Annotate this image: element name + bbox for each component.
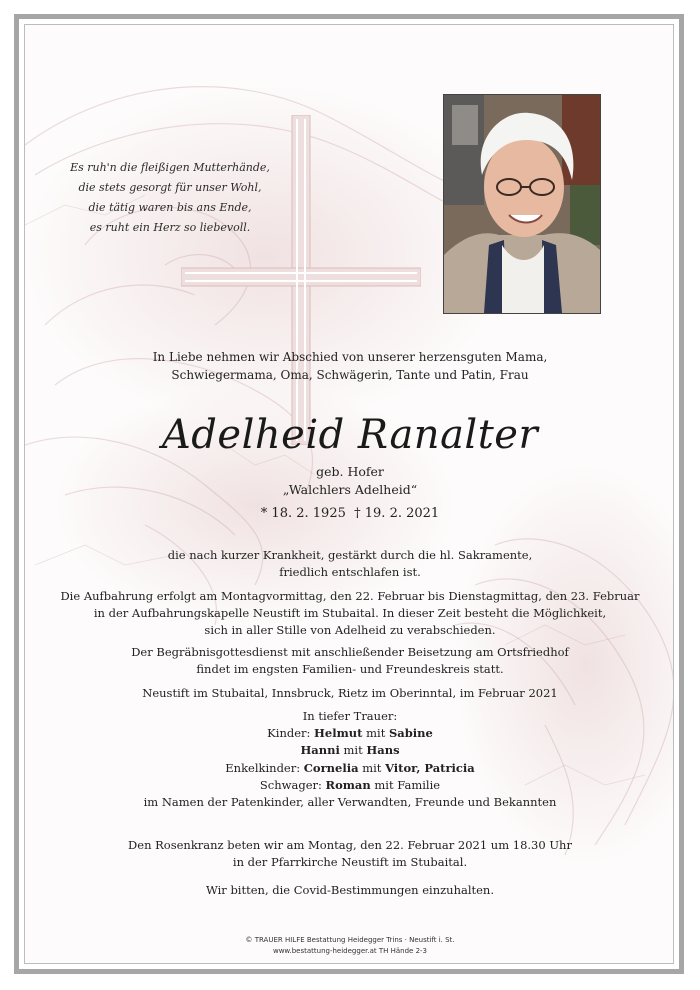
mourners-heading: In tiefer Trauer: — [302, 709, 398, 723]
spouse-name: Hans — [366, 743, 400, 758]
body-line: Die Aufbahrung erfolgt am Montagvormittag, den 22. Februar bis Dienstagmittag, den 23. Februar — [60, 589, 640, 603]
footer-line: www.bestattung-heidegger.at TH Hände 2-3 — [272, 947, 428, 955]
portrait-photo — [443, 94, 601, 314]
brother-in-law-label: Schwager: — [259, 777, 322, 792]
spouse-name: Sabine — [388, 726, 433, 741]
child-name: Hanni — [300, 743, 340, 758]
death-date: 19. 2. 2021 — [364, 506, 440, 521]
rosary-line: Den Rosenkranz beten wir am Montag, den 22. Februar 2021 um 18.30 Uhr — [128, 838, 572, 852]
poem-line: es ruht ein Herz so liebevoll. — [89, 221, 251, 234]
deceased-name: Adelheid Ranalter — [161, 412, 539, 458]
intro-text — [24, 348, 676, 384]
body-line: sich in aller Stille von Adelheid zu verabschieden. — [204, 623, 496, 637]
birth-date: * 18. 2. 1925 — [260, 506, 346, 521]
nickname: „Walchlers Adelheid“ — [282, 482, 418, 497]
cross-icon: † — [354, 506, 361, 521]
grandchildren-label: Enkelkinder: — [225, 760, 301, 775]
body-line: die nach kurzer Krankheit, gestärkt durch die hl. Sakramente, — [167, 548, 533, 562]
poem — [70, 158, 270, 238]
children-row — [24, 725, 676, 742]
intro-line: In Liebe nehmen wir Abschied von unserer herzensguten Mama, — [152, 350, 548, 364]
connector: mit — [362, 760, 382, 775]
intro-line: Schwiegermama, Oma, Schwägerin, Tante und Patin, Frau — [171, 368, 529, 382]
poem-line: Es ruh'n die fleißigen Mutterhände, — [70, 161, 270, 174]
child-name: Helmut — [314, 726, 363, 741]
footer — [24, 935, 676, 957]
viewing-text — [24, 588, 676, 639]
passing-text — [24, 547, 676, 581]
body-line: findet im engsten Familien- und Freundeskreis statt. — [196, 662, 504, 676]
brother-in-law-row — [24, 777, 676, 794]
connector: mit — [366, 726, 386, 741]
covid-notice: Wir bitten, die Covid-Bestimmungen einzuhalten. — [206, 883, 494, 897]
poem-line: die tätig waren bis ans Ende, — [88, 201, 252, 214]
maiden-name: geb. Hofer — [316, 464, 384, 479]
rosary-line: in der Pfarrkirche Neustift im Stubaital. — [232, 855, 468, 869]
body-line: in der Aufbahrungskapelle Neustift im Stubaital. In dieser Zeit besteht die Möglichkeit, — [93, 606, 607, 620]
children-label: Kinder: — [267, 726, 311, 741]
body-line: Der Begräbnisgottesdienst mit anschließender Beisetzung am Ortsfriedhof — [131, 645, 569, 659]
rosary-text — [24, 837, 676, 871]
body-line: friedlich entschlafen ist. — [279, 565, 421, 579]
mourners-list — [24, 708, 676, 811]
grandchild-name: Vitor, Patricia — [385, 760, 475, 775]
funeral-text — [24, 644, 676, 678]
connector: mit — [343, 743, 363, 758]
poem-line: die stets gesorgt für unser Wohl, — [78, 181, 262, 194]
children-row — [24, 742, 676, 759]
portrait-illustration — [444, 95, 600, 313]
connector: mit Familie — [374, 777, 441, 792]
brother-in-law-name: Roman — [325, 777, 371, 792]
life-dates — [24, 504, 676, 524]
others-row: im Namen der Patenkinder, aller Verwandten, Freunde und Bekannten — [143, 795, 557, 810]
grandchild-name: Cornelia — [303, 760, 359, 775]
place-date: Neustift im Stubaital, Innsbruck, Rietz im Oberinntal, im Februar 2021 — [142, 686, 558, 700]
grandchildren-row — [24, 760, 676, 777]
footer-line: © TRAUER HILFE Bestattung Heidegger Trins · Neustift i. St. — [245, 936, 455, 944]
